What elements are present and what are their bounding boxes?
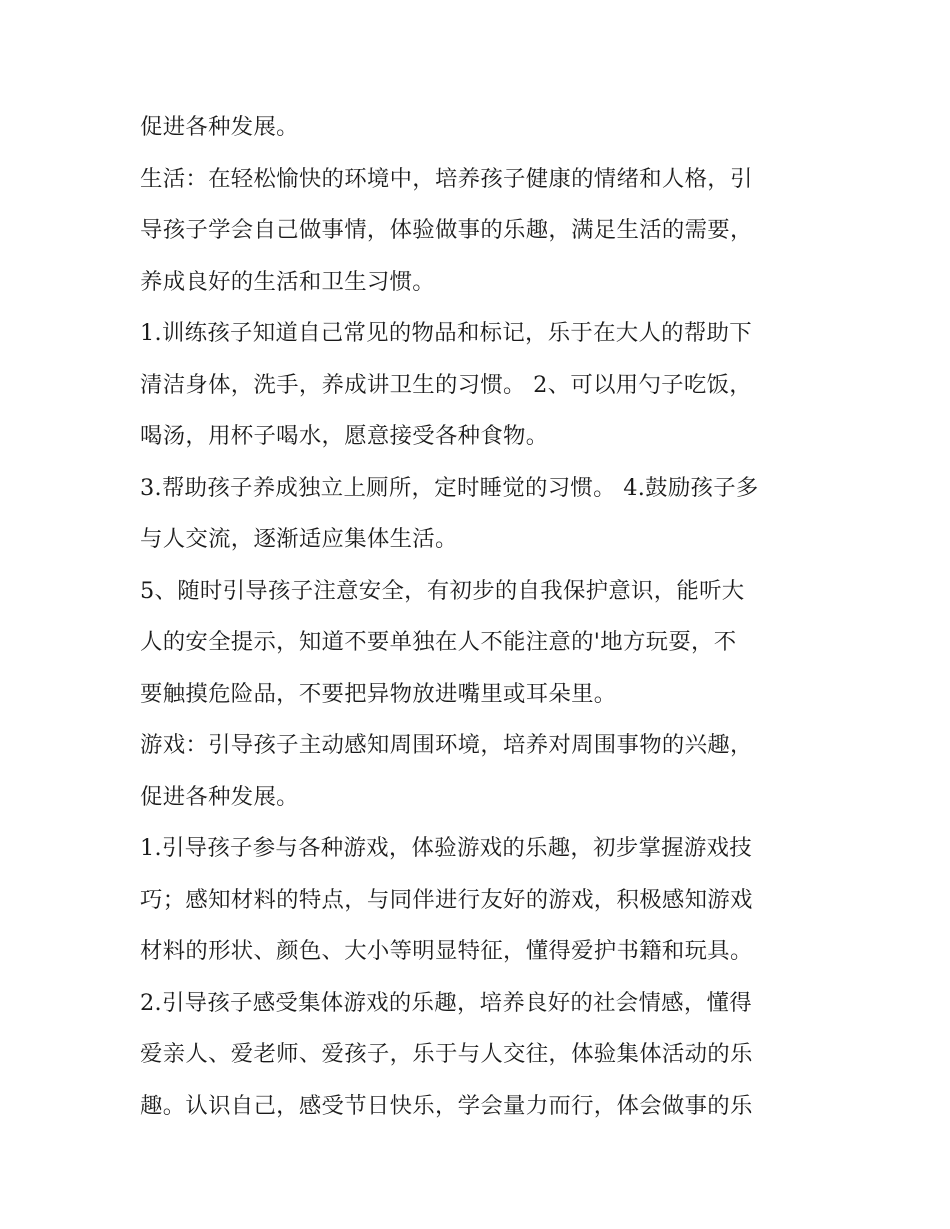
text-line: 材料的形状、颜色、大小等明显特征，懂得爱护书籍和玩具。 [140,938,753,964]
text-line: 促进各种发展。 [140,114,299,140]
text-line: 趣。认识自己，感受节日快乐，学会量力而行，体会做事的乐 [140,1092,753,1119]
text-line: 要触摸危险品，不要把异物放进嘴里或耳朵里。 [140,680,617,707]
text-line: 爱亲人、爱老师、爱孩子，乐于与人交往，体验集体活动的乐 [140,1041,753,1067]
text-line: 1.训练孩子知道自己常见的物品和标记，乐于在大人的帮助下 [140,320,752,346]
text-line: 人的安全提示，知道不要单独在人不能注意的'地方玩耍，不 [140,629,737,655]
text-line: 导孩子学会自己做事情，体验做事的乐趣，满足生活的需要， [140,217,753,243]
text-line: 5、随时引导孩子注意安全，有初步的自我保护意识，能听大 [140,577,745,604]
text-line: 促进各种发展。 [140,783,299,810]
document-body [140,102,820,1132]
text-line: 巧；感知材料的特点，与同伴进行友好的游戏，积极感知游戏 [140,886,753,913]
text-line: 2.引导孩子感受集体游戏的乐趣，培养良好的社会情感，懂得 [140,989,752,1016]
text-line: 1.引导孩子参与各种游戏，体验游戏的乐趣，初步掌握游戏技 [140,835,752,861]
text-line: 喝汤，用杯子喝水，愿意接受各种食物。 [140,423,549,449]
text-line: 游戏：引导孩子主动感知周围环境，培养对周围事物的兴趣， [140,732,753,758]
text-line: 生活：在轻松愉快的环境中，培养孩子健康的情绪和人格，引 [140,165,753,192]
text-line: 3.帮助孩子养成独立上厕所，定时睡觉的习惯。 4.鼓励孩子多 [140,474,759,501]
text-line: 与人交流，逐渐适应集体生活。 [140,526,458,552]
text-line: 养成良好的生活和卫生习惯。 [140,268,435,295]
text-line: 清洁身体，洗手，养成讲卫生的习惯。 2、可以用勺子吃饭， [140,371,752,398]
